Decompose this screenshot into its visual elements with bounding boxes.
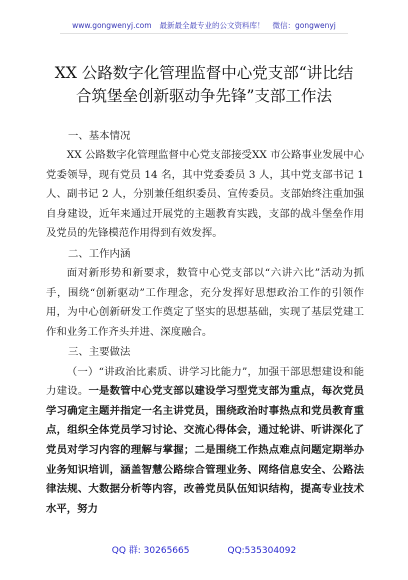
section-paragraph-basic: XX 公路数字化管理监督中心党支部接受XX 市公路事业发展中心党委领导，现有党员 14 名，其中党委委员 3 人，其中党支部书记 1 人、副书记 2 人，分别兼任组织委员、宣传委员。支部始终注重加强自身建设，近年来通过开展党的主题教育实践，支部的战斗堡垒作用及党员的先锋模范作用得到有效发挥。 bbox=[46, 149, 364, 240]
document-body bbox=[46, 126, 364, 519]
qq-group: QQ 群: 30265665 bbox=[111, 546, 190, 556]
site-slogan: 最新最全最专业的公文资料库！ bbox=[159, 21, 265, 30]
header-divider bbox=[60, 33, 348, 34]
section-paragraph-practices bbox=[46, 363, 364, 520]
contact-footer bbox=[0, 543, 408, 556]
practices-intro-text: （一）“讲政治比素质、讲学习比能力”，加强干部思想建设和能力建设。 bbox=[46, 365, 364, 398]
site-url-link[interactable]: www.gongwenyj.com bbox=[72, 21, 152, 30]
section-heading-basic: 一、基本情况 bbox=[68, 129, 131, 142]
title-line-1: XX 公路数字化管理监督中心党支部“讲比结 bbox=[54, 64, 354, 82]
section-paragraph-connotation: 面对新形势和新要求，数管中心党支部以“六讲六比”活动为抓手，围绕“创新驱动”工作理念，充分发挥好思想政治工作的引领作用，为中心创新研发工作奠定了坚实的思想基础，实现了基层党建工作和业务工作齐头并进、深度融合。 bbox=[46, 267, 364, 338]
document-title bbox=[40, 62, 368, 108]
title-line-2: 合筑堡垒创新驱动争先锋”支部工作法 bbox=[76, 87, 332, 105]
practices-bold-text: 一是数管中心党支部以建设学习型党支部为重点，每次党员学习确定主题并指定一名主讲党员，围绕政治时事热点和党员教育重点，组织全体党员学习讨论、交流心得体会，通过轮讲、听讲深化了党员对学习内容的理解与掌握；二是围绕工作热点难点问题定期举办业务知识培训，涵盖智慧公路综合管理业务、网络信息安全、公路法律法规、大数据分析等内容，改善党员队伍知识结构，提高专业技术水平，努力 bbox=[46, 385, 365, 515]
section-heading-practices: 三、主要做法 bbox=[68, 346, 131, 359]
section-heading-connotation: 二、工作内涵 bbox=[68, 247, 131, 260]
wechat-id: 微信：gongwenyj bbox=[272, 21, 336, 30]
site-header bbox=[0, 20, 408, 31]
qq-contact: QQ:535304092 bbox=[227, 546, 297, 556]
